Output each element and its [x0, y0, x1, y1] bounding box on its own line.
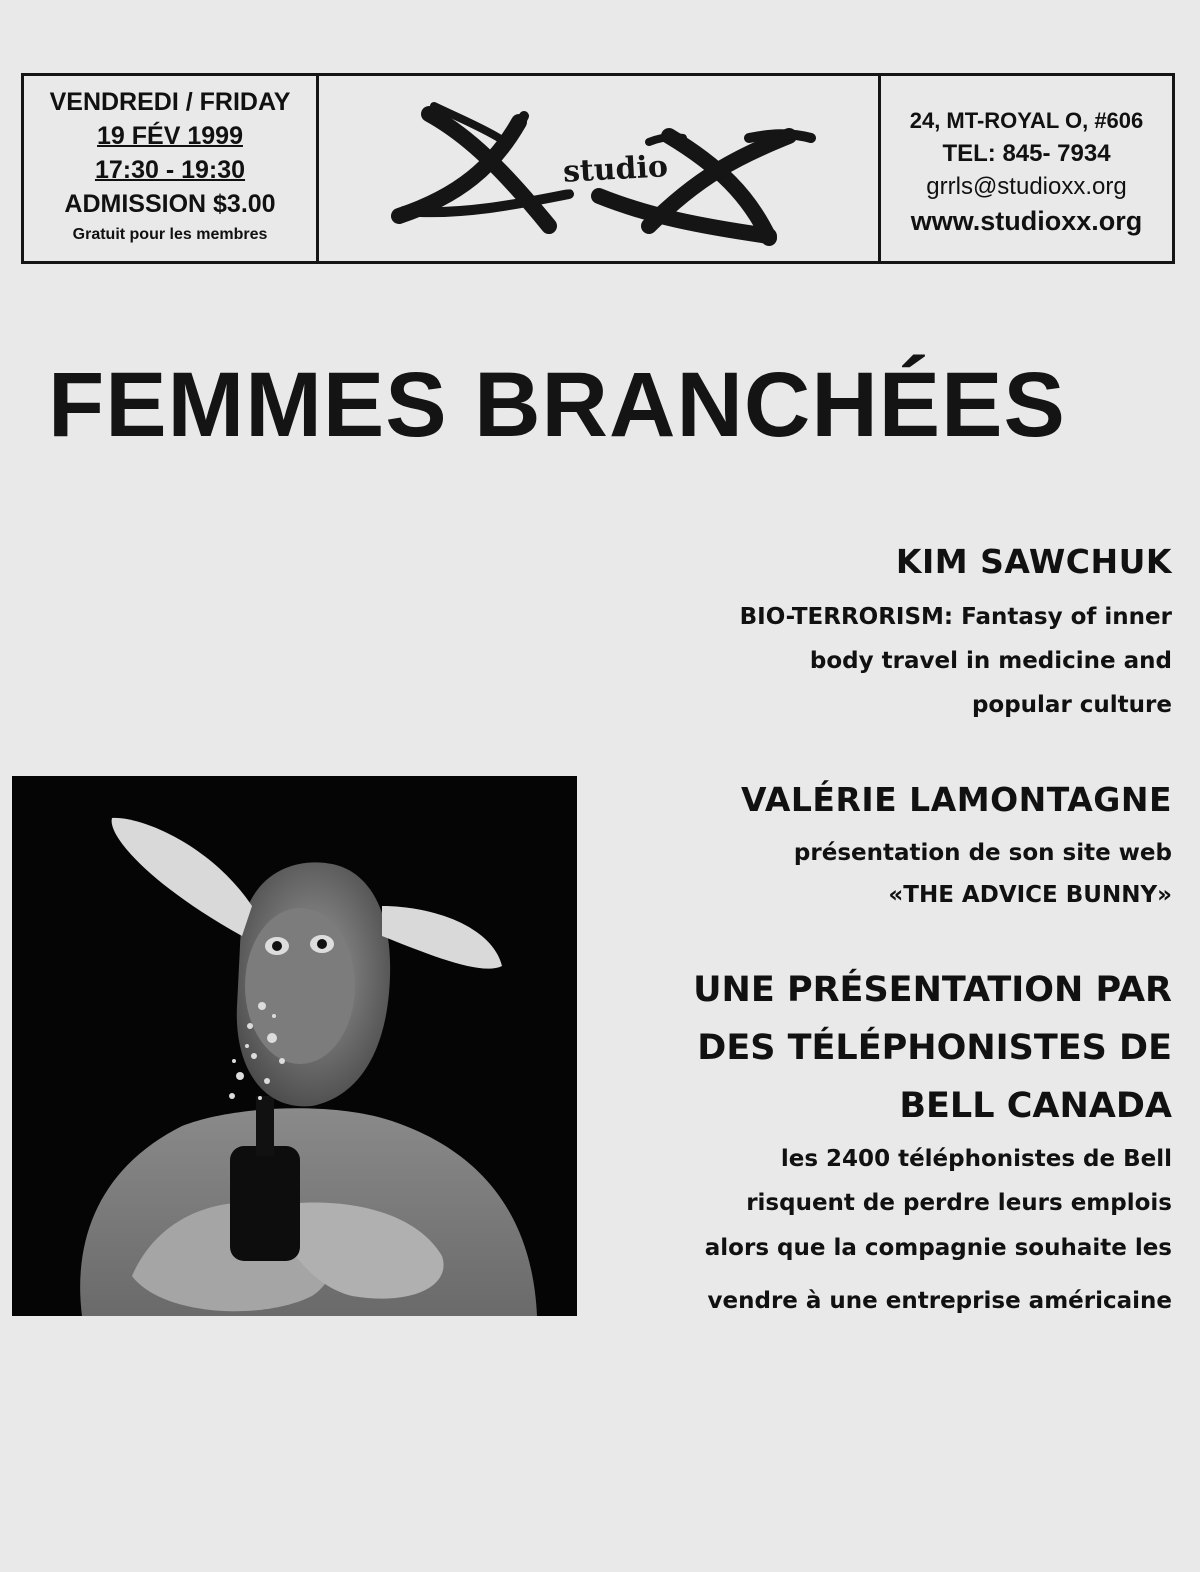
- logo-cell: [319, 76, 881, 261]
- contact-address: 24, MT-ROYAL O, #606: [909, 108, 1144, 133]
- contact-cell: [881, 76, 1172, 261]
- presenter-2-name: VALÉRIE LAMONTAGNE: [741, 780, 1172, 819]
- header-box: [21, 73, 1175, 264]
- contact-email: grrls@studioxx.org: [926, 173, 1127, 200]
- presenter-2-line: présentation de son site web: [793, 840, 1172, 866]
- contact-web: www.studioxx.org: [910, 206, 1143, 236]
- event-info-cell: [24, 76, 319, 261]
- bunny-photo: [12, 776, 577, 1316]
- bell-text-line: vendre à une entreprise américaine: [707, 1288, 1172, 1314]
- bell-text-line: alors que la compagnie souhaite les: [704, 1235, 1172, 1261]
- bell-text-line: les 2400 téléphonistes de Bell: [780, 1146, 1172, 1172]
- event-date: 19 FÉV 1999: [97, 122, 243, 150]
- logo-text: studio: [558, 149, 673, 190]
- event-time: 17:30 - 19:30: [94, 156, 246, 184]
- bell-text-line: risquent de perdre leurs emplois: [746, 1190, 1172, 1216]
- presenter-1-name: KIM SAWCHUK: [895, 542, 1172, 581]
- bell-heading-line: DES TÉLÉPHONISTES DE: [697, 1028, 1172, 1068]
- contact-tel: TEL: 845- 7934: [942, 140, 1111, 167]
- bell-heading-line: UNE PRÉSENTATION PAR: [693, 970, 1172, 1010]
- person-in-bunny-costume-icon: [12, 776, 577, 1316]
- event-day: VENDREDI / FRIDAY: [49, 88, 291, 116]
- bell-heading-line: BELL CANADA: [899, 1086, 1172, 1126]
- event-admission: ADMISSION $3.00: [64, 190, 276, 218]
- presenter-1-line: popular culture: [971, 692, 1172, 718]
- page-title: FEMMES BRANCHÉES: [48, 354, 1066, 456]
- event-members-note: Gratuit pour les membres: [72, 226, 268, 243]
- presenter-2-line: «THE ADVICE BUNNY»: [888, 882, 1172, 908]
- presenter-1-line: BIO-TERRORISM: Fantasy of inner: [739, 604, 1172, 630]
- presenter-1-line: body travel in medicine and: [809, 648, 1172, 674]
